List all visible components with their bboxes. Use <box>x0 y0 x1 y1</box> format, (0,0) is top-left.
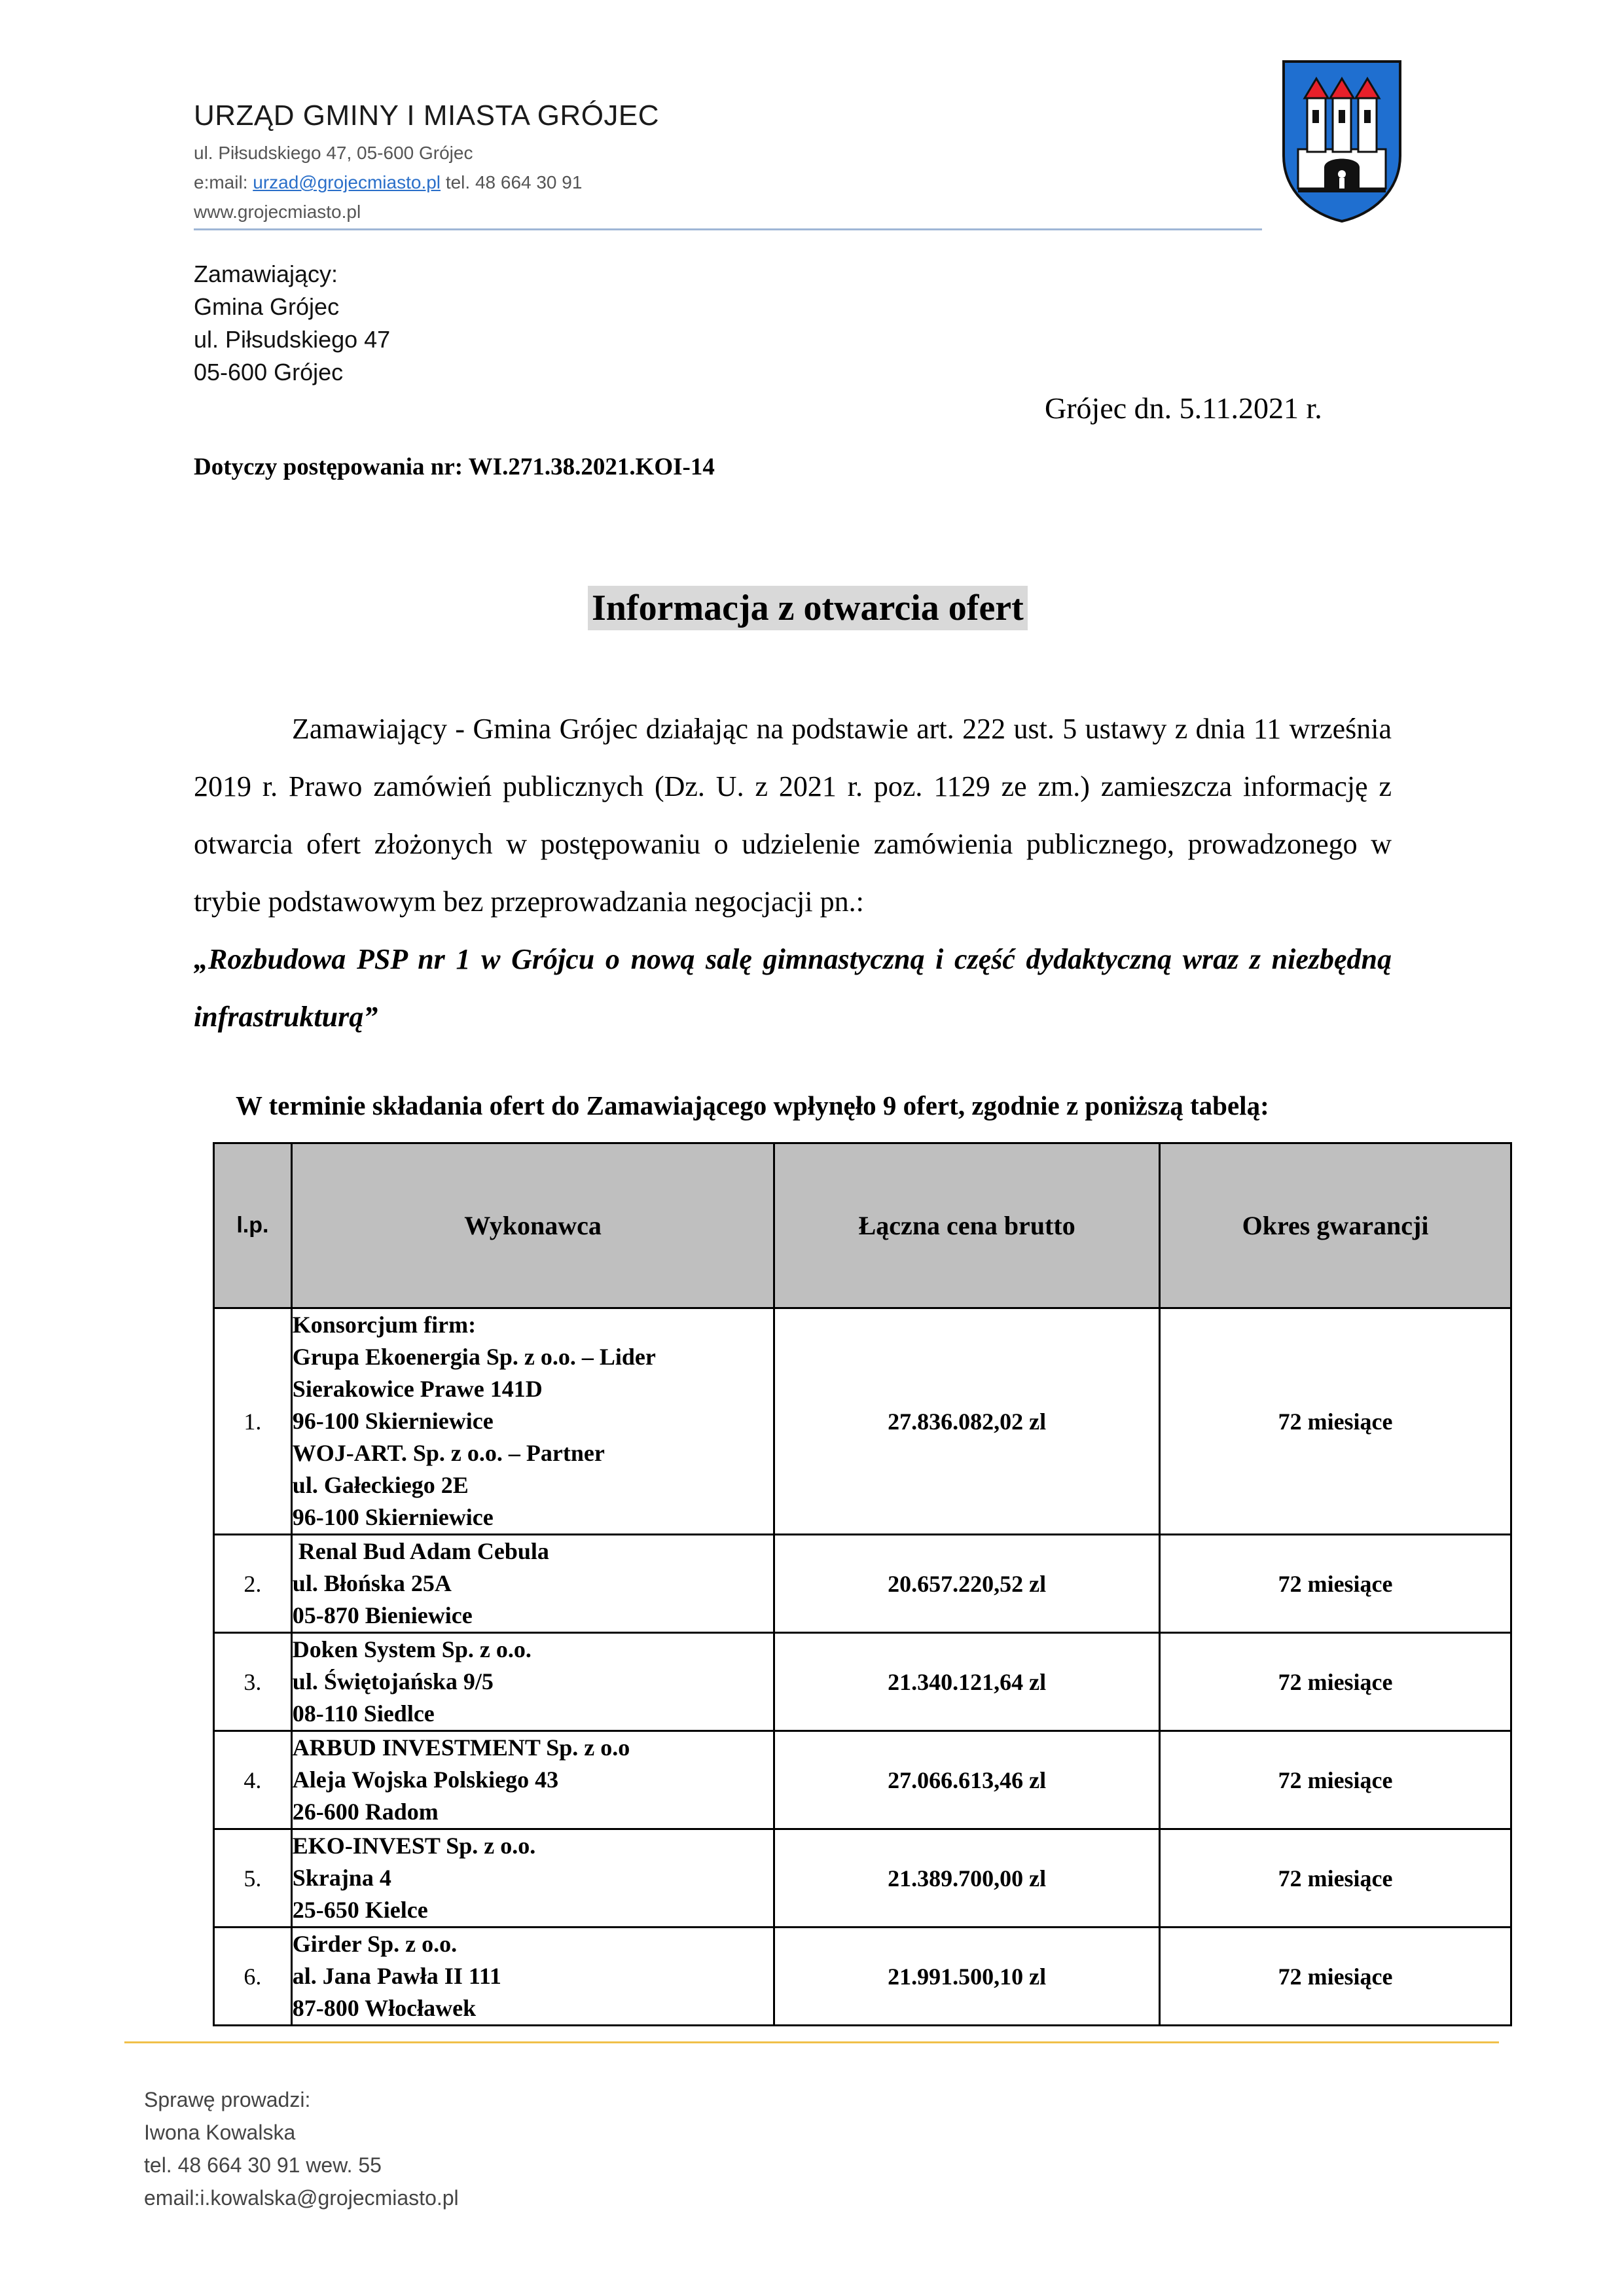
contractor-line: 87-800 Włocławek <box>292 1995 477 2021</box>
coat-of-arms-icon <box>1280 58 1404 224</box>
col-header-warranty: Okres gwarancji <box>1160 1143 1511 1308</box>
price-cell: 27.836.082,02 zl <box>774 1308 1160 1535</box>
ordering-party-street: ul. Piłsudskiego 47 <box>194 326 391 353</box>
contractor-line: ul. Błońska 25A <box>292 1570 452 1596</box>
warranty-cell: 72 miesiące <box>1160 1731 1511 1829</box>
price-cell: 27.066.613,46 zl <box>774 1731 1160 1829</box>
row-number: 5. <box>214 1829 292 1928</box>
col-header-lp: l.p. <box>214 1143 292 1308</box>
office-street: ul. Piłsudskiego 47, 05-600 Grójec <box>194 143 473 163</box>
contractor-line: 08-110 Siedlce <box>292 1700 435 1727</box>
body-paragraph: Zamawiający - Gmina Grójec działając na podstawie art. 222 ust. 5 ustawy z dnia 11 września 2019 r. Prawo zamówień publicznych (Dz. U. z 2021 r. poz. 1129 ze zm.) zamieszcza informację z otwarcia ofert złożonych w postępowaniu o udzielenie zamówienia publicznego, prowadzonego w trybie podstawowym bez przeprowadzania negocjacji pn.: <box>194 713 1392 918</box>
contractor-line: Girder Sp. z o.o. <box>292 1931 458 1957</box>
office-name: URZĄD GMINY I MIASTA GRÓJEC <box>194 99 660 132</box>
contractor-cell <box>291 1731 774 1829</box>
ordering-party-name: Gmina Grójec <box>194 293 340 320</box>
contractor-line: Doken System Sp. z o.o. <box>292 1636 532 1662</box>
contractor-line: Grupa Ekoenergia Sp. z o.o. – Lider <box>292 1344 656 1370</box>
warranty-cell: 72 miesiące <box>1160 1633 1511 1731</box>
contractor-line: 96-100 Skierniewice <box>292 1408 494 1434</box>
row-number: 1. <box>214 1308 292 1535</box>
document-date: Grójec dn. 5.11.2021 r. <box>1045 391 1322 425</box>
contractor-line: Sierakowice Prawe 141D <box>292 1376 543 1402</box>
office-email-link[interactable]: urzad@grojecmiasto.pl <box>253 172 441 192</box>
contractor-line: Renal Bud Adam Cebula <box>292 1538 549 1564</box>
price-cell: 21.991.500,10 zl <box>774 1928 1160 2026</box>
warranty-cell: 72 miesiące <box>1160 1928 1511 2026</box>
office-website[interactable]: www.grojecmiasto.pl <box>194 202 361 222</box>
contractor-line: EKO-INVEST Sp. z o.o. <box>292 1833 536 1859</box>
office-contact <box>194 172 582 193</box>
contractor-line: WOJ-ART. Sp. z o.o. – Partner <box>292 1440 605 1466</box>
contractor-line: Skrajna 4 <box>292 1865 391 1891</box>
price-cell: 21.389.700,00 zl <box>774 1829 1160 1928</box>
contractor-line: Aleja Wojska Polskiego 43 <box>292 1767 559 1793</box>
warranty-cell: 72 miesiące <box>1160 1308 1511 1535</box>
row-number: 2. <box>214 1535 292 1633</box>
contractor-line: 96-100 Skierniewice <box>292 1504 494 1530</box>
office-phone: tel. 48 664 30 91 <box>445 172 583 192</box>
document-title: Informacja z otwarcia ofert <box>588 586 1028 630</box>
row-number: 6. <box>214 1928 292 2026</box>
ordering-party-label: Zamawiający: <box>194 260 338 287</box>
col-header-price: Łączna cena brutto <box>774 1143 1160 1308</box>
price-cell: 20.657.220,52 zl <box>774 1535 1160 1633</box>
email-label: e:mail: <box>194 172 248 192</box>
table-row <box>214 1731 1511 1829</box>
table-row <box>214 1633 1511 1731</box>
contractor-line: al. Jana Pawła II 111 <box>292 1963 501 1989</box>
table-row <box>214 1928 1511 2026</box>
offers-summary: W terminie składania ofert do Zamawiającego wpłynęło 9 ofert, zgodnie z poniższą tabelą: <box>236 1090 1269 1121</box>
contractor-cell <box>291 1928 774 2026</box>
warranty-cell: 72 miesiące <box>1160 1829 1511 1928</box>
reference-number: Dotyczy postępowania nr: WI.271.38.2021.KOI-14 <box>194 454 715 480</box>
footer-email[interactable]: email:i.kowalska@grojecmiasto.pl <box>144 2186 459 2210</box>
contractor-line: ul. Świętojańska 9/5 <box>292 1668 494 1695</box>
contractor-cell <box>291 1829 774 1928</box>
offers-table <box>213 1142 1512 2026</box>
col-header-contractor: Wykonawca <box>291 1143 774 1308</box>
footer-divider <box>124 2041 1499 2043</box>
row-number: 4. <box>214 1731 292 1829</box>
table-row <box>214 1535 1511 1633</box>
table-header-row <box>214 1143 1511 1308</box>
row-number: 3. <box>214 1633 292 1731</box>
contractor-line: ul. Gałeckiego 2E <box>292 1472 469 1498</box>
contractor-line: Konsorcjum firm: <box>292 1312 477 1338</box>
table-row <box>214 1829 1511 1928</box>
table-row <box>214 1308 1511 1535</box>
contractor-cell <box>291 1633 774 1731</box>
footer-phone: tel. 48 664 30 91 wew. 55 <box>144 2153 382 2177</box>
project-title: „Rozbudowa PSP nr 1 w Grójcu o nową salę gimnastyczną i część dydaktyczną wraz z niezbędną infrastrukturą” <box>194 943 1392 1033</box>
footer-name: Iwona Kowalska <box>144 2121 296 2144</box>
contractor-line: 25-650 Kielce <box>292 1897 428 1923</box>
contractor-line: 26-600 Radom <box>292 1799 439 1825</box>
contractor-cell <box>291 1535 774 1633</box>
header-divider <box>194 228 1262 230</box>
contractor-line: 05-870 Bieniewice <box>292 1602 473 1628</box>
contractor-line: ARBUD INVESTMENT Sp. z o.o <box>292 1734 630 1761</box>
contractor-cell <box>291 1308 774 1535</box>
ordering-party-city: 05-600 Grójec <box>194 359 344 386</box>
warranty-cell: 72 miesiące <box>1160 1535 1511 1633</box>
body-text <box>194 700 1392 1046</box>
footer-label: Sprawę prowadzi: <box>144 2088 311 2111</box>
price-cell: 21.340.121,64 zl <box>774 1633 1160 1731</box>
